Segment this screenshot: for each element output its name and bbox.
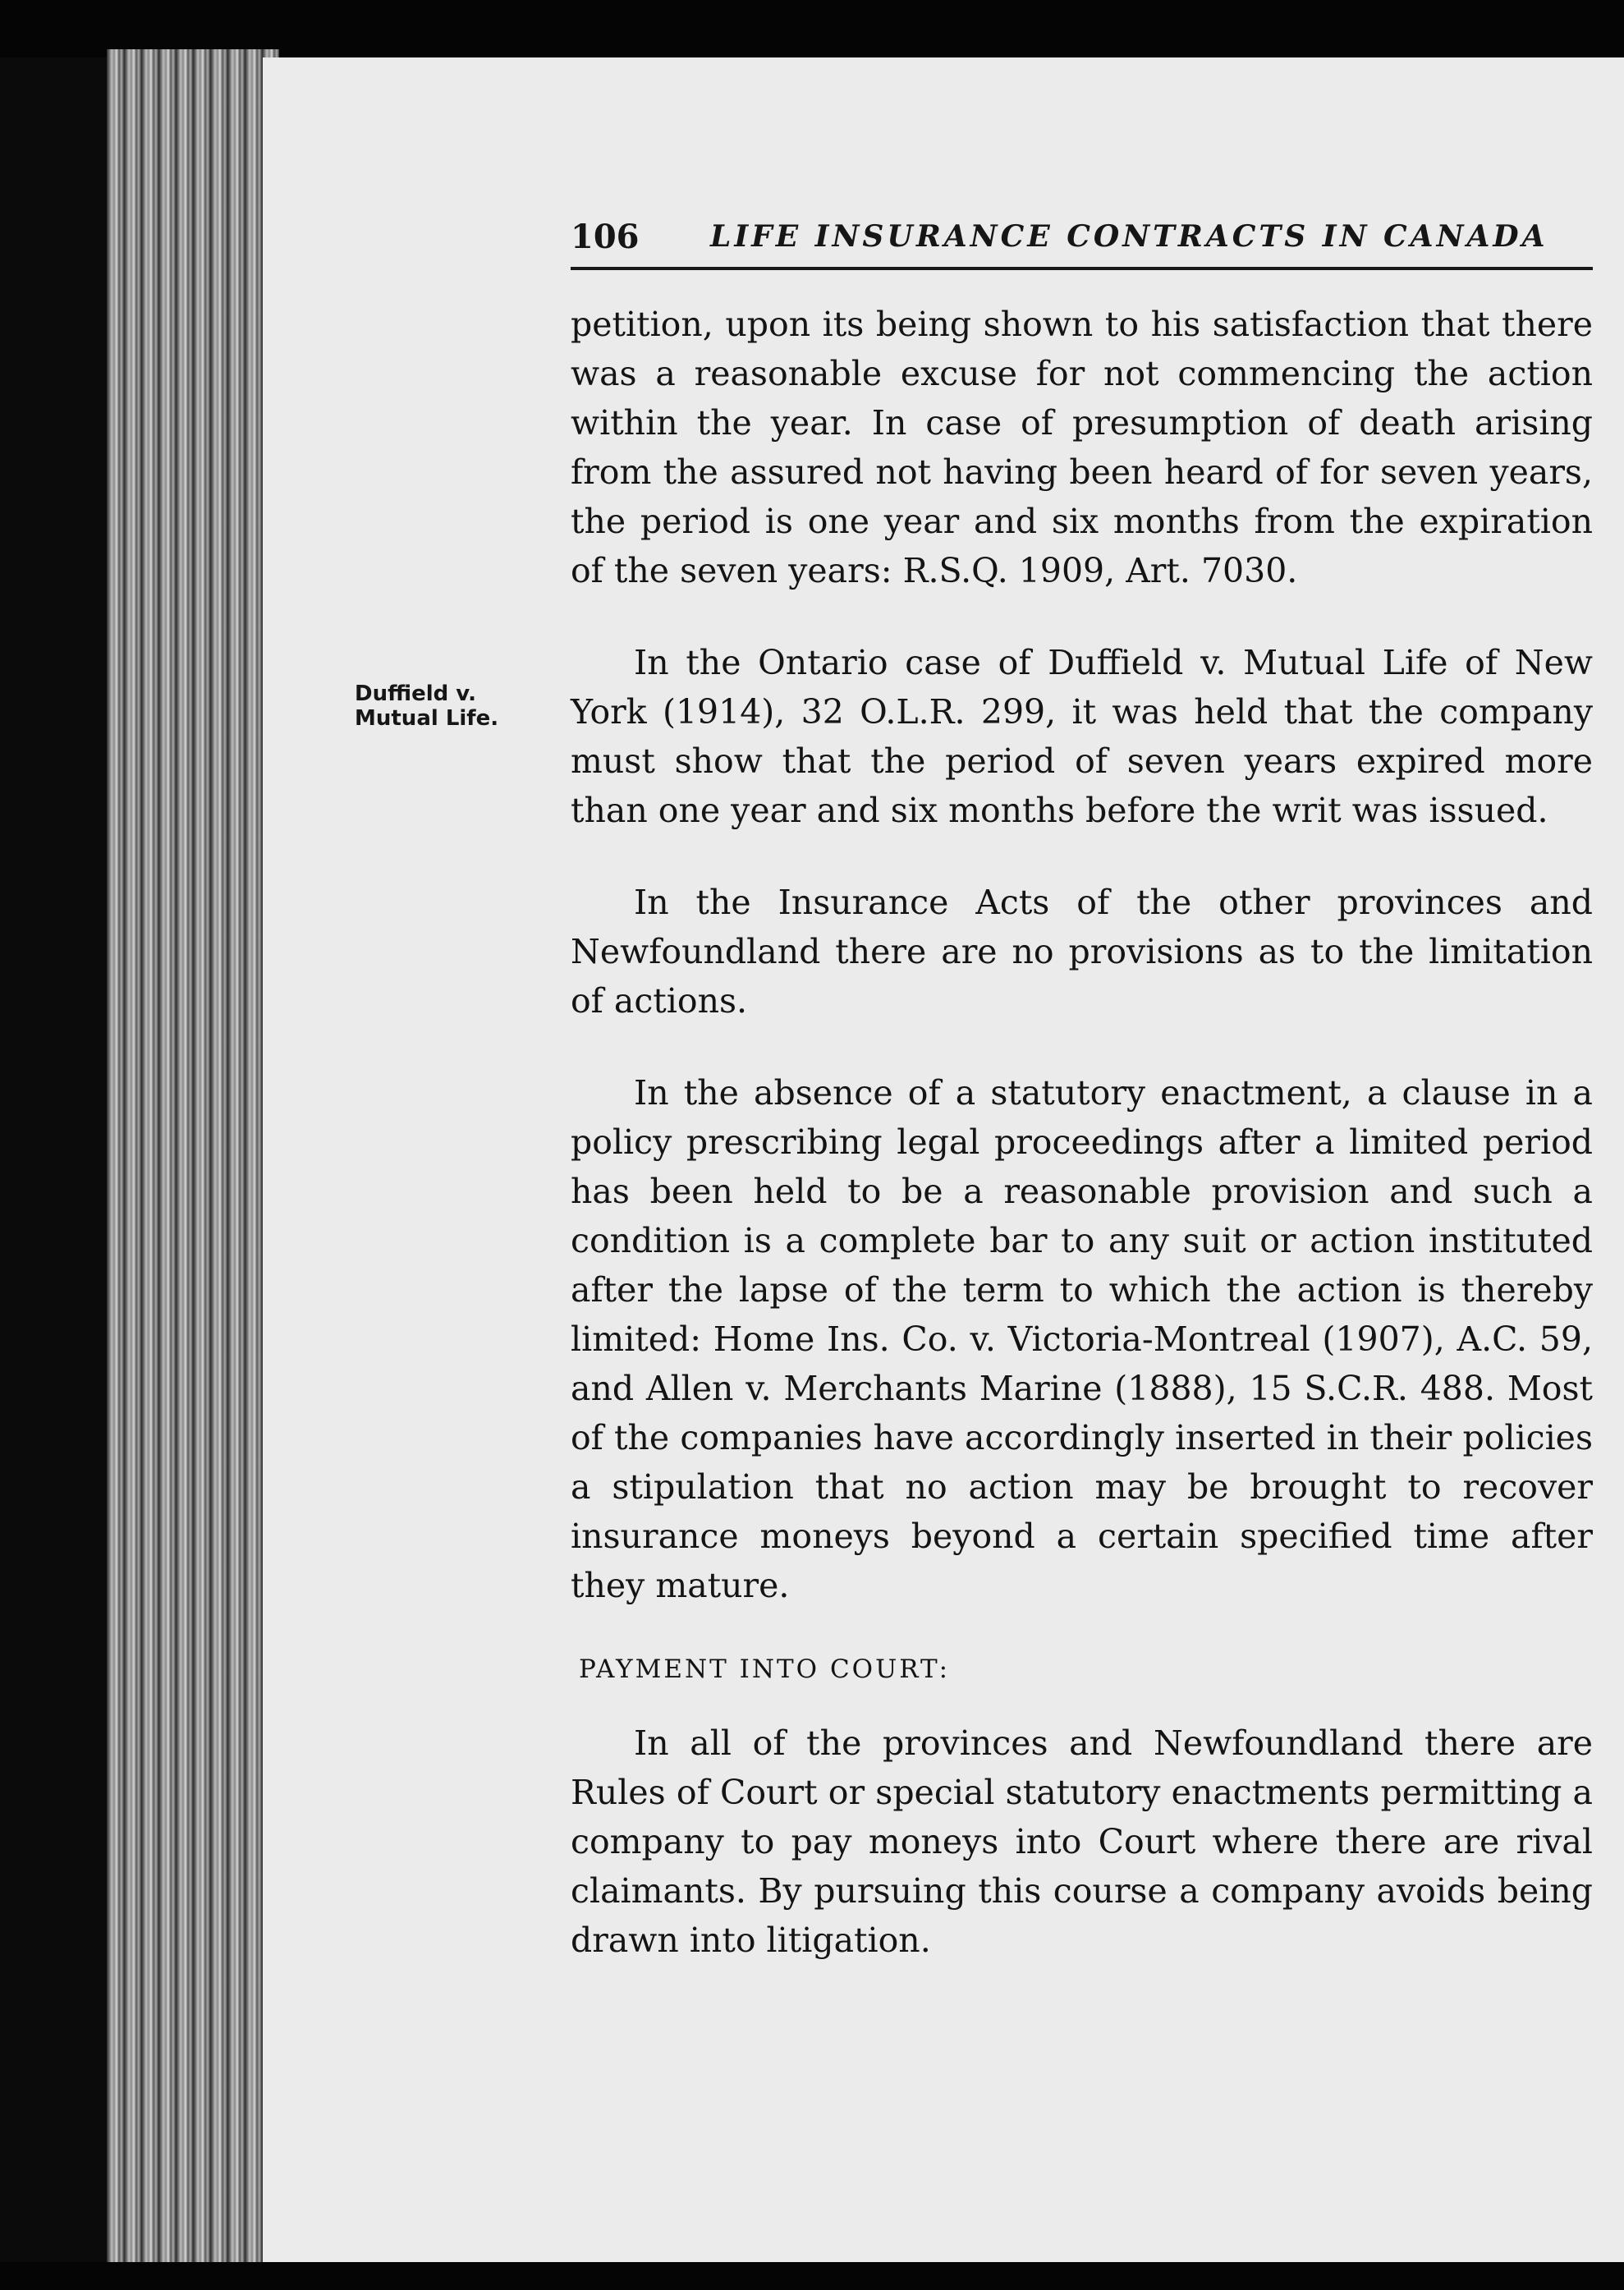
- paragraph-2: In the Ontario case of Duffield v. Mutual Life of New York (1914), 32 O.L.R. 299, it was held that the company must show that the period of seven years expired more than one year and six months before the writ was issued.: [571, 643, 1593, 830]
- margin-note: [355, 681, 552, 731]
- section-heading: PAYMENT INTO COURT:: [579, 1654, 951, 1684]
- margin-note-line-1: Duffield v.: [355, 681, 477, 706]
- page-header: [571, 209, 1593, 270]
- page-number: 106: [571, 218, 640, 256]
- margin-note-line-2: Mutual Life.: [355, 706, 499, 731]
- page-edges: [107, 49, 279, 2266]
- running-title: LIFE INSURANCE CONTRACTS IN CANADA: [710, 219, 1548, 254]
- paragraph-3: In the Insurance Acts of the other provinces and Newfoundland there are no provisions as to the limitation of actions.: [571, 883, 1593, 1021]
- paragraph-4: In the absence of a statutory enactment, a clause in a policy prescribing legal proceedings after a limited period has been held to be a reasonable provision and such a condition is a complete bar to any suit or action instituted after the lapse of the term to which the action is thereby limited: Home Ins. Co. v. Victoria-Montreal (1907), A.C. 59, and Allen v. Merchants Marine (1888), 15 S.C.R. 488. Most of the companies have accordingly inserted in their policies a stipulation that no action may be brought to recover insurance moneys beyond a certain specified time after they mature.: [571, 1073, 1593, 1605]
- body-text: [571, 300, 1593, 2008]
- scan-bottom-border: [0, 2262, 1624, 2290]
- paragraph-1: petition, upon its being shown to his satisfaction that there was a reasonable excuse for not commencing the action within the year. In case of presumption of death arising from the assured not having been heard of for seven years, the period is one year and six months from the expiration of the seven years: R.S.Q. 1909, Art. 7030.: [571, 305, 1593, 590]
- section-paragraph: In all of the provinces and Newfoundland there are Rules of Court or special statutory enactments permitting a company to pay moneys into Court where there are rival claimants. By pursuing this course a company avoids being drawn into litigation.: [571, 1723, 1593, 1960]
